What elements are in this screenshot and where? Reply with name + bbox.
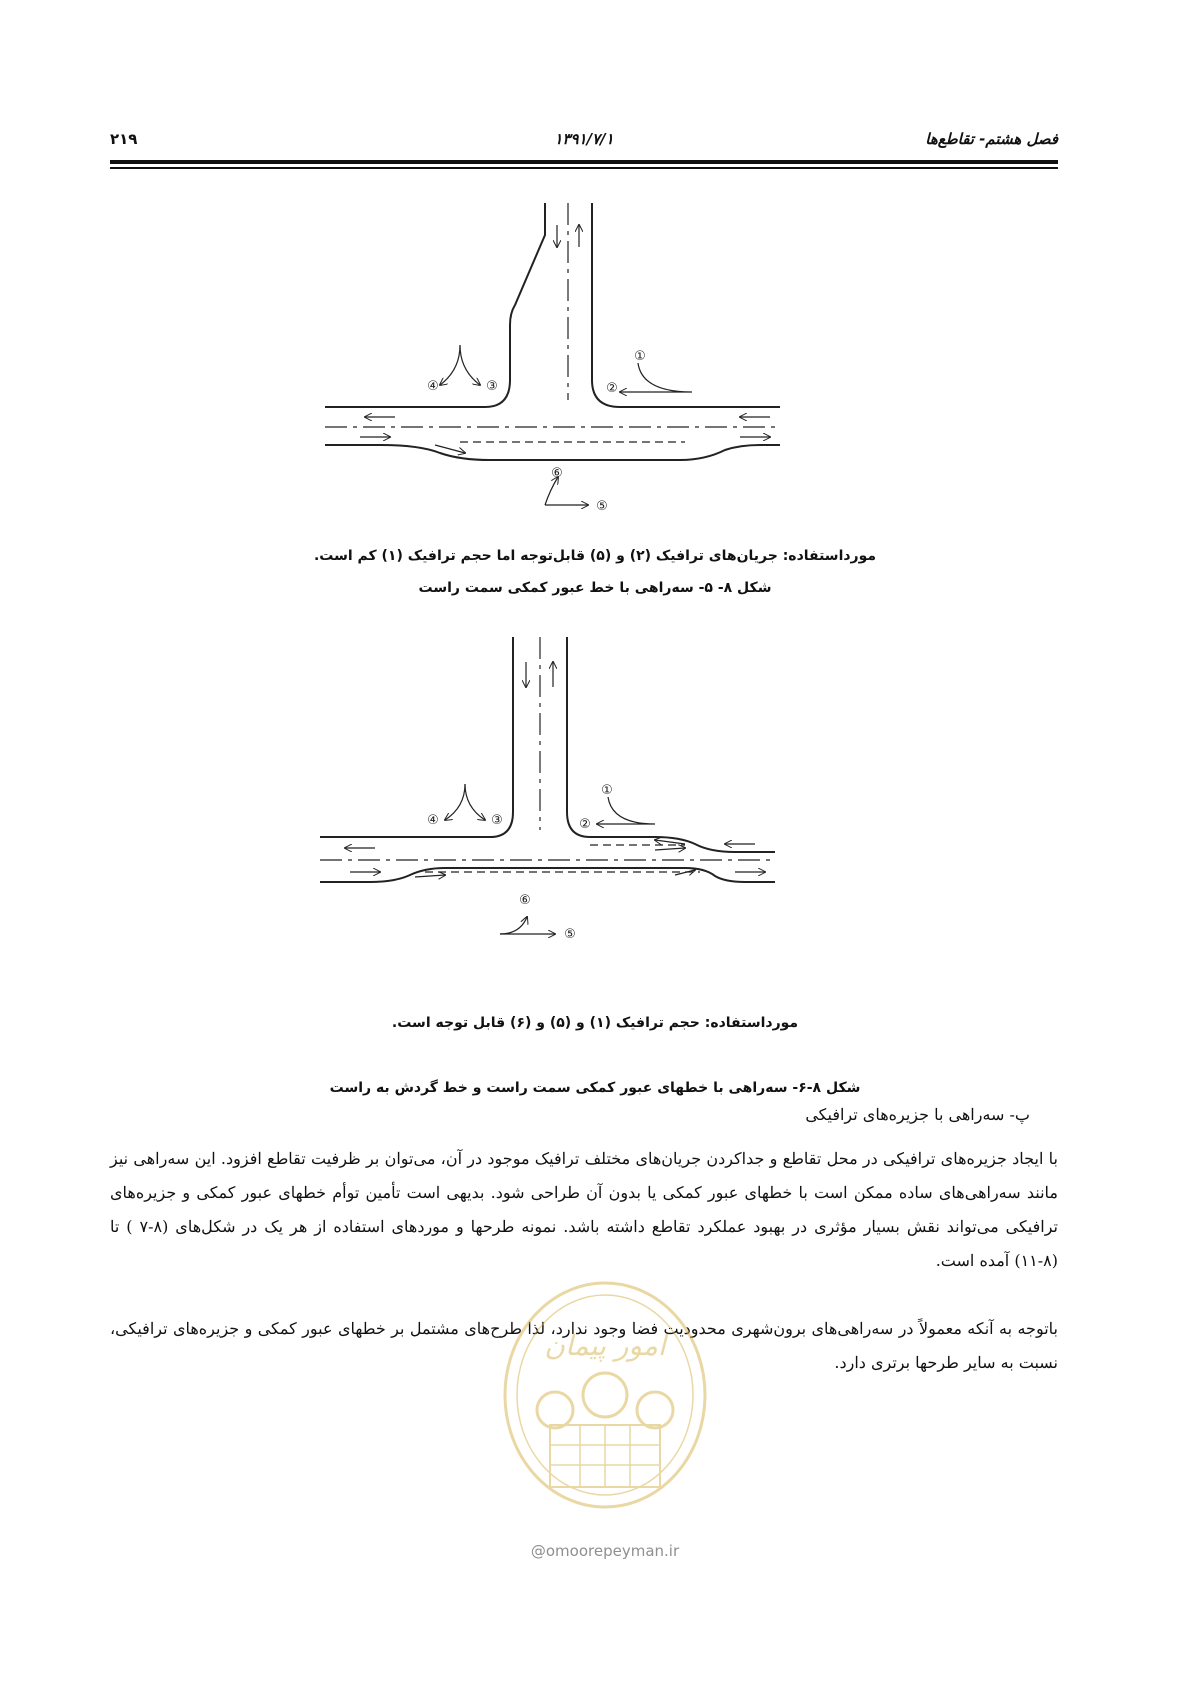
watermark-logo-text: امور پیمان <box>544 1329 666 1362</box>
page-header <box>110 130 1058 164</box>
figure-2-usage: مورداستفاده: حجم ترافیک (۱) و (۵) و (۶) قابل توجه است. <box>391 1015 799 1031</box>
flow-label-3: ③ <box>486 379 498 394</box>
flow-label-6: ⑥ <box>519 893 531 908</box>
header-rule-thin <box>110 167 1058 169</box>
watermark-url: @omoorepeyman.ir <box>530 1542 680 1560</box>
chapter-title: فصل هشتم- تقاطع‌ها <box>925 130 1058 148</box>
flow-label-4: ④ <box>427 379 439 394</box>
flow-label-2: ② <box>579 817 591 832</box>
flow-label-1: ① <box>634 349 646 364</box>
figure-1-caption: شکل ۸- ۵- سه‌راهی با خط عبور کمکی سمت راست <box>418 580 772 596</box>
watermark-logo <box>495 1275 715 1520</box>
flow-label-5: ⑤ <box>564 927 576 942</box>
figure-2-caption: شکل ۸-۶- سه‌راهی با خطهای عبور کمکی سمت راست و خط گردش به راست <box>329 1080 861 1096</box>
header-rule-thick <box>110 160 1058 164</box>
figure-2-diagram <box>315 632 785 947</box>
section-heading: پ- سه‌راهی با جزیره‌های ترافیکی <box>805 1105 1030 1124</box>
header-date: ۱۳۹۱/۷/۱ <box>554 130 614 148</box>
flow-label-4: ④ <box>427 813 439 828</box>
body-paragraph-2: باتوجه به آنکه معمولاً در سه‌راهی‌های برون‌شهری محدودیت فضا وجود ندارد، لذا طرح‌های مشتمل بر خطهای عبور کمکی و جزیره‌های ترافیکی، نسبت به سایر طرحها برتری دارد. <box>110 1319 1058 1372</box>
flow-label-5: ⑤ <box>596 499 608 514</box>
page-number: ۲۱۹ <box>110 130 138 148</box>
figure-1-usage: مورداستفاده: جریان‌های ترافیک (۲) و (۵) قابل‌توجه اما حجم ترافیک (۱) کم است. <box>313 548 877 564</box>
flow-label-2: ② <box>606 381 618 396</box>
figure-1-diagram <box>320 195 790 525</box>
flow-label-3: ③ <box>491 813 503 828</box>
body-paragraph-1: با ایجاد جزیره‌های ترافیکی در محل تقاطع و جداکردن جریان‌های مختلف ترافیک موجود در آن، می‌توان بر ظرفیت تقاطع افزود. این سه‌راهی نیز مانند سه‌راهی‌های ساده ممکن است با خطهای عبور کمکی یا بدون آن طراحی شود. بدیهی است تأمین توأم خطهای عبور کمکی و جزیره‌های ترافیکی می‌تواند نقش بسیار مؤثری در بهبود عملکرد تقاطع داشته باشد. نمونه طرحها و موردهای استفاده از هر یک در شکل‌های (۸-۷ ) تا (۸-۱۱) آمده است. <box>110 1149 1059 1270</box>
flow-label-6: ⑥ <box>551 466 563 481</box>
flow-label-1: ① <box>601 783 613 798</box>
